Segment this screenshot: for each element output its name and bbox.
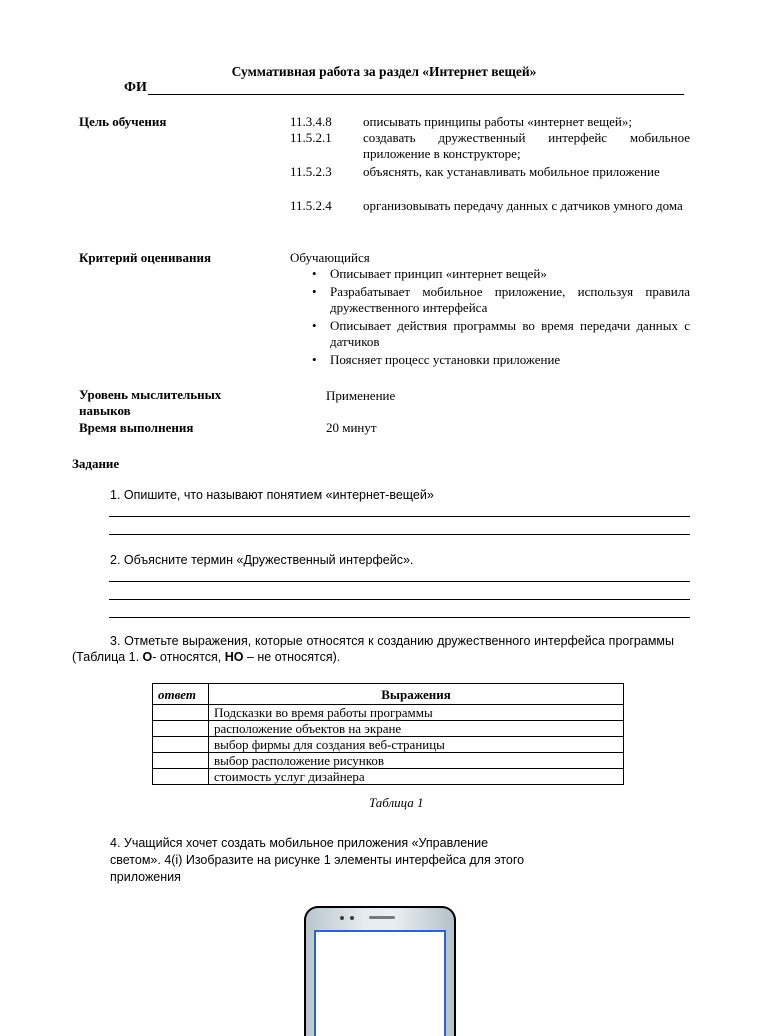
question-4-line: приложения <box>110 870 181 884</box>
goal-label: Цель обучения <box>79 114 167 129</box>
answer-line[interactable] <box>109 534 690 535</box>
answer-cell[interactable] <box>153 753 209 769</box>
criteria-list <box>312 266 690 370</box>
answer-cell[interactable] <box>153 721 209 737</box>
goal-text: описывать принципы работы «интернет вещей»; <box>363 114 632 129</box>
question-3-no: НО <box>224 650 244 664</box>
table-row <box>153 753 624 769</box>
criteria-item-text: Поясняет процесс установки приложение <box>330 352 561 367</box>
table-row <box>153 705 624 721</box>
criteria-item-text: Описывает действия программы во время передачи данных с датчиков <box>330 318 690 349</box>
fi-answer-line[interactable] <box>148 94 684 95</box>
table-row <box>153 721 624 737</box>
fi-label: ФИ <box>124 80 147 95</box>
expression-cell: расположение объектов на экране <box>209 721 624 737</box>
phone-camera-icon <box>340 916 344 920</box>
goal-text: создавать дружественный интерфейс мобильное приложение в конструкторе; <box>363 130 690 161</box>
criteria-item-text: Описывает принцип «интернет вещей» <box>330 266 547 281</box>
expression-cell: выбор расположение рисунков <box>209 753 624 769</box>
criteria-item <box>312 266 690 282</box>
question-3 <box>72 633 674 665</box>
table-row <box>153 737 624 753</box>
document-title: Суммативная работа за раздел «Интернет вещей» <box>231 64 537 79</box>
question-1: 1. Опишите, что называют понятием «интернет-вещей» <box>110 488 434 502</box>
question-4-line: 4. Учащийся хочет создать мобильное приложения «Управление <box>110 836 489 850</box>
bullet-icon: • <box>312 318 317 333</box>
criteria-item <box>312 284 690 316</box>
bullet-icon: • <box>312 284 317 299</box>
thinking-value: Применение <box>326 388 396 403</box>
bullet-icon: • <box>312 266 317 281</box>
goal-code: 11.5.2.3 <box>290 164 332 179</box>
question-3-text: – не относятся). <box>243 650 341 664</box>
answer-cell[interactable] <box>153 737 209 753</box>
criteria-item <box>312 318 690 350</box>
task-heading: Задание <box>72 456 120 471</box>
answer-cell[interactable] <box>153 705 209 721</box>
goal-code: 11.5.2.4 <box>290 198 332 213</box>
table-row <box>153 769 624 785</box>
criteria-item-text: Разрабатывает мобильное приложение, используя правила дружественного интерфейса <box>330 284 690 315</box>
criteria-intro: Обучающийся <box>290 250 370 265</box>
thinking-label: Уровень мыслительных навыков <box>79 387 222 418</box>
answer-line[interactable] <box>109 516 690 517</box>
goal-code: 11.3.4.8 <box>290 114 332 129</box>
expression-cell: стоимость услуг дизайнера <box>209 769 624 785</box>
phone-drawing <box>304 906 456 1036</box>
question-3-text: 3. Отметьте выражения, которые относятся к созданию дружественного интерфейса программы (Таблица 1. <box>72 634 674 664</box>
answer-cell[interactable] <box>153 769 209 785</box>
column-header-expressions: Выражения <box>209 684 624 705</box>
column-header-answer: ответ <box>153 684 209 705</box>
time-value: 20 минут <box>326 420 377 435</box>
goal-text: организовывать передачу данных с датчиков умного дома <box>363 198 683 213</box>
question-2: 2. Объясните термин «Дружественный интерфейс». <box>110 553 414 567</box>
question-3-text: - относятся, <box>152 650 225 664</box>
question-4-line: светом». 4(i) Изобразите на рисунке 1 элементы интерфейса для этого <box>110 853 525 867</box>
phone-speaker-icon <box>369 916 395 919</box>
time-label: Время выполнения <box>79 420 194 435</box>
question-3-o: О <box>142 650 153 664</box>
expressions-table <box>152 683 624 785</box>
phone-sensor-icon <box>350 916 354 920</box>
goal-text: объяснять, как устанавливать мобильное приложение <box>363 164 660 179</box>
phone-screen-drawing-area[interactable] <box>314 930 446 1036</box>
goal-code: 11.5.2.1 <box>290 130 332 145</box>
answer-line[interactable] <box>109 617 690 618</box>
expression-cell: выбор фирмы для создания веб-страницы <box>209 737 624 753</box>
table-header-row <box>153 684 624 705</box>
table-caption: Таблица 1 <box>369 795 424 810</box>
expression-cell: Подсказки во время работы программы <box>209 705 624 721</box>
criteria-item <box>312 352 690 368</box>
bullet-icon: • <box>312 352 317 367</box>
answer-line[interactable] <box>109 581 690 582</box>
answer-line[interactable] <box>109 599 690 600</box>
criteria-label: Критерий оценивания <box>79 250 212 265</box>
